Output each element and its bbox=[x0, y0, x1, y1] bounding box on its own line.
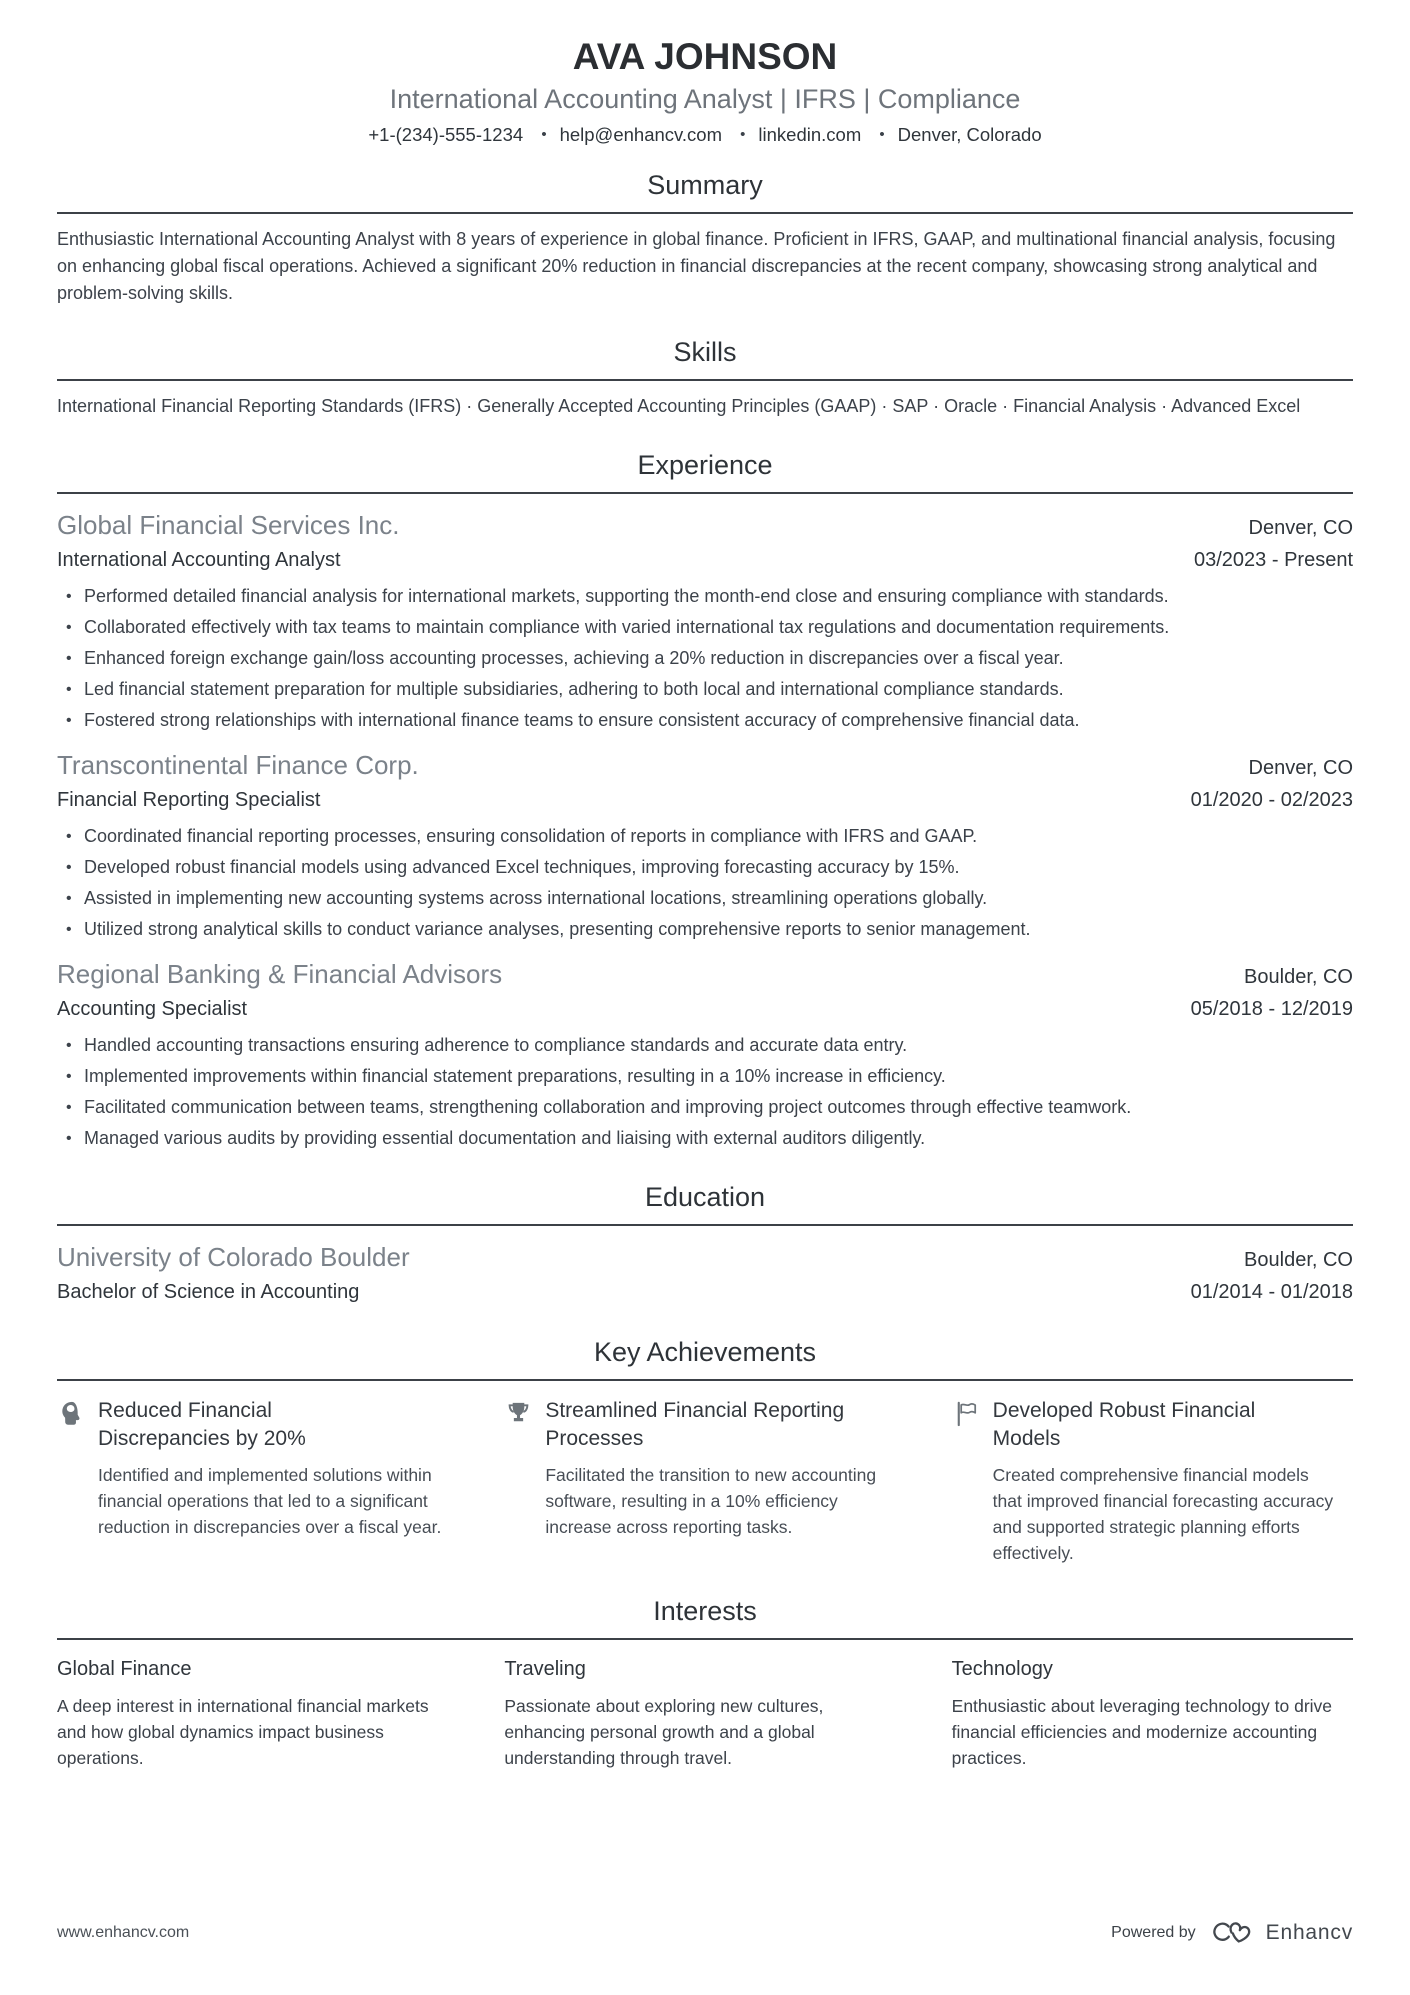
summary-text: Enthusiastic International Accounting Analyst with 8 years of experience in global finance. Proficient in IFRS, GAAP, and multinational financial analysis, focusing on enhancing global fiscal operations. Achieved a significant 20% reduction in financial discrepancies at the recent company, showcasing strong analytical and problem-solving skills. bbox=[57, 229, 1336, 303]
achievements-grid bbox=[57, 1397, 1353, 1566]
skills-heading: Skills bbox=[673, 337, 737, 367]
school-name: University of Colorado Boulder bbox=[57, 1242, 410, 1272]
interest-card bbox=[57, 1656, 458, 1771]
achievement-title: Reduced Financial Discrepancies by 20% bbox=[98, 1399, 306, 1450]
interest-title: Traveling bbox=[504, 1658, 586, 1680]
bullet-item: • Led financial statement preparation for multiple subsidiaries, adhering to both local and international compliance standards. bbox=[57, 676, 1353, 703]
contact-phone: +1-(234)-555-1234 bbox=[368, 124, 524, 145]
head-brain-icon bbox=[57, 1399, 86, 1428]
page-footer bbox=[57, 1919, 1353, 1947]
interest-text: Passionate about exploring new cultures, enhancing personal growth and a global understanding through travel. bbox=[504, 1696, 824, 1768]
achievements-heading: Key Achievements bbox=[593, 1337, 817, 1367]
bullet-item: • Facilitated communication between teams, strengthening collaboration and improving project outcomes through effective teamwork. bbox=[57, 1094, 1353, 1121]
bullet-item: • Fostered strong relationships with international finance teams to ensure consistent accuracy of comprehensive financial data. bbox=[57, 707, 1353, 734]
job-location: Denver, CO bbox=[1248, 757, 1353, 779]
achievement-text: Facilitated the transition to new accounting software, resulting in a 10% efficiency increase across reporting tasks. bbox=[545, 1465, 877, 1537]
contact-location: • Denver, Colorado bbox=[866, 124, 1041, 146]
interests-heading: Interests bbox=[653, 1596, 757, 1626]
bullet-item: • Handled accounting transactions ensuring adherence to compliance standards and accurate data entry. bbox=[57, 1032, 1353, 1059]
resume-header bbox=[57, 36, 1353, 146]
section-divider bbox=[57, 1379, 1353, 1381]
section-divider bbox=[57, 492, 1353, 494]
job-bullets bbox=[57, 1032, 1353, 1152]
achievement-card bbox=[57, 1397, 458, 1566]
contact-email-link[interactable]: • help@enhancv.com bbox=[528, 124, 722, 146]
bullet-item: • Managed various audits by providing essential documentation and liaising with external auditors diligently. bbox=[57, 1125, 1353, 1152]
bullet-item: • Utilized strong analytical skills to conduct variance analyses, presenting comprehensive reports to senior management. bbox=[57, 916, 1353, 943]
section-divider bbox=[57, 379, 1353, 381]
candidate-headline: International Accounting Analyst | IFRS | Compliance bbox=[389, 84, 1021, 114]
section-experience bbox=[57, 450, 1353, 1152]
bullet-item: • Implemented improvements within financial statement preparations, resulting in a 10% increase in efficiency. bbox=[57, 1063, 1353, 1090]
section-skills bbox=[57, 337, 1353, 420]
education-heading: Education bbox=[644, 1182, 766, 1212]
footer-brand[interactable] bbox=[1111, 1919, 1353, 1947]
job-dates: 01/2020 - 02/2023 bbox=[1190, 789, 1353, 811]
experience-heading: Experience bbox=[637, 450, 773, 480]
job-location: Denver, CO bbox=[1248, 517, 1353, 539]
company-name: Global Financial Services Inc. bbox=[57, 510, 400, 540]
degree-name: Bachelor of Science in Accounting bbox=[57, 1281, 360, 1303]
summary-heading: Summary bbox=[647, 170, 763, 200]
section-summary bbox=[57, 170, 1353, 307]
job-title: International Accounting Analyst bbox=[57, 549, 341, 571]
education-entry bbox=[57, 1240, 1353, 1307]
contact-linkedin-link[interactable]: • linkedin.com bbox=[727, 124, 861, 146]
achievement-card bbox=[504, 1397, 905, 1566]
brand-name: Enhancv bbox=[1265, 1921, 1353, 1944]
interests-grid bbox=[57, 1656, 1353, 1771]
bullet-item: • Developed robust financial models using advanced Excel techniques, improving forecasting accuracy by 15%. bbox=[57, 854, 1353, 881]
powered-by-label: Powered by bbox=[1111, 1924, 1196, 1941]
job-dates: 03/2023 - Present bbox=[1194, 549, 1353, 571]
job-title: Financial Reporting Specialist bbox=[57, 789, 321, 811]
footer-website-link[interactable]: www.enhancv.com bbox=[57, 1924, 190, 1941]
job-title: Accounting Specialist bbox=[57, 998, 248, 1020]
school-location: Boulder, CO bbox=[1244, 1249, 1353, 1271]
job-bullets bbox=[57, 583, 1353, 734]
section-divider bbox=[57, 1638, 1353, 1640]
section-education bbox=[57, 1182, 1353, 1307]
section-achievements bbox=[57, 1337, 1353, 1566]
section-interests bbox=[57, 1596, 1353, 1771]
interest-text: A deep interest in international financial markets and how global dynamics impact business operations. bbox=[57, 1696, 429, 1768]
interest-title: Technology bbox=[951, 1658, 1053, 1680]
interest-card bbox=[952, 1656, 1353, 1771]
job-location: Boulder, CO bbox=[1244, 966, 1353, 988]
experience-entry bbox=[57, 508, 1353, 734]
bullet-item: • Performed detailed financial analysis for international markets, supporting the month-end close and ensuring compliance with standards. bbox=[57, 583, 1353, 610]
section-divider bbox=[57, 212, 1353, 214]
job-dates: 05/2018 - 12/2019 bbox=[1190, 998, 1353, 1020]
bullet-item: • Enhanced foreign exchange gain/loss accounting processes, achieving a 20% reduction in discrepancies over a fiscal year. bbox=[57, 645, 1353, 672]
trophy-icon bbox=[504, 1399, 533, 1428]
achievement-text: Identified and implemented solutions within financial operations that led to a significant reduction in discrepancies over a fiscal year. bbox=[98, 1465, 442, 1537]
experience-entry bbox=[57, 957, 1353, 1152]
enhancv-logo-icon bbox=[1208, 1919, 1254, 1947]
flag-icon bbox=[952, 1399, 981, 1428]
candidate-name: AVA JOHNSON bbox=[572, 36, 838, 77]
company-name: Transcontinental Finance Corp. bbox=[57, 750, 419, 780]
skills-text: International Financial Reporting Standards (IFRS) · Generally Accepted Accounting Principles (GAAP) · SAP · Oracle · Financial Analysis · Advanced Excel bbox=[57, 396, 1301, 416]
bullet-item: • Coordinated financial reporting processes, ensuring consolidation of reports in compliance with IFRS and GAAP. bbox=[57, 823, 1353, 850]
job-bullets bbox=[57, 823, 1353, 943]
interest-text: Enthusiastic about leveraging technology to drive financial efficiencies and modernize accounting practices. bbox=[951, 1696, 1333, 1768]
bullet-item: • Assisted in implementing new accounting systems across international locations, streamlining operations globally. bbox=[57, 885, 1353, 912]
achievement-text: Created comprehensive financial models that improved financial forecasting accuracy and supported strategic planning efforts effectively. bbox=[992, 1465, 1334, 1563]
achievement-card bbox=[952, 1397, 1353, 1566]
interest-card bbox=[504, 1656, 905, 1771]
contact-row bbox=[57, 124, 1353, 146]
interest-title: Global Finance bbox=[57, 1658, 192, 1680]
experience-entry bbox=[57, 748, 1353, 943]
achievement-title: Developed Robust Financial Models bbox=[992, 1399, 1256, 1450]
company-name: Regional Banking & Financial Advisors bbox=[57, 959, 503, 989]
section-divider bbox=[57, 1224, 1353, 1226]
education-dates: 01/2014 - 01/2018 bbox=[1190, 1281, 1353, 1303]
bullet-item: • Collaborated effectively with tax teams to maintain compliance with varied international tax regulations and documentation requirements. bbox=[57, 614, 1353, 641]
achievement-title: Streamlined Financial Reporting Processes bbox=[545, 1399, 845, 1450]
